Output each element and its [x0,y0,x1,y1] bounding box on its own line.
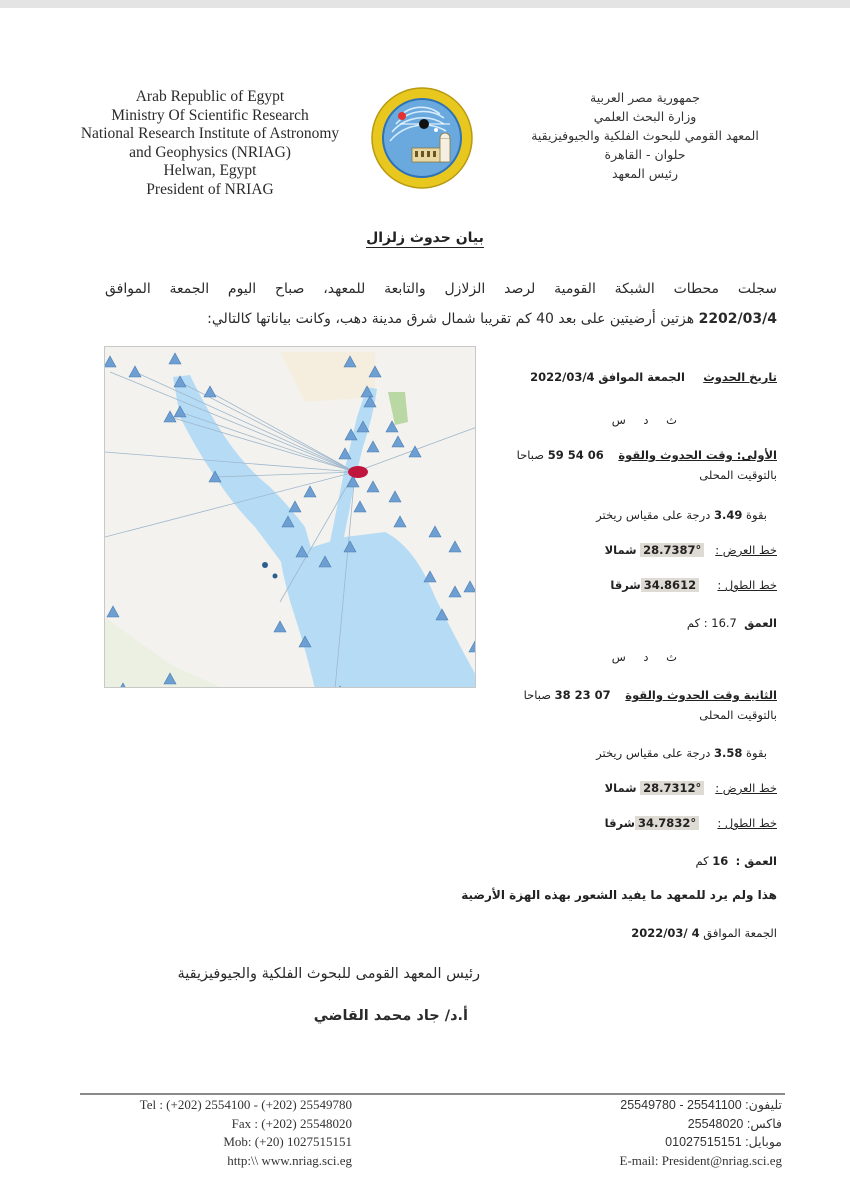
depth-label: العمق [744,616,777,630]
signature-name: أ.د/ جاد محمد القاضي [313,1008,468,1024]
quake2-magnitude-row [596,746,767,760]
document-title [0,230,850,246]
quake2-latitude: 28.7312° [640,781,704,795]
footer-email-link[interactable]: E-mail: President@nriag.sci.eg [619,1152,782,1168]
letterhead-line: Arab Republic of Egypt [135,88,285,105]
quake2-local-time: بالتوقيت المحلى [699,708,777,722]
latitude-direction: شمالا [604,781,637,795]
footer-ar-mobile-label: موبايل: [745,1135,782,1149]
longitude-direction: شرقا [604,816,635,830]
unit-hours: س [611,650,626,664]
quake1-latitude: 28.7387° [640,543,704,557]
magnitude-prefix: بقوة [746,508,767,522]
depth-unit: : كم [686,616,708,630]
quake1-depth: 16.7 [711,616,737,630]
quake1-longitude-row [610,578,777,592]
quake1-time: 59 54 06 [547,448,604,462]
longitude-direction: شرقا [610,578,641,592]
quake1-magnitude-row [596,508,767,522]
letterhead-line: President of NRIAG [146,180,274,198]
footer-ar-mobile [570,1133,782,1152]
letterhead-line: حلوان - القاهرة [604,147,686,162]
closing-date-day: الجمعة الموافق [703,926,777,940]
quake2-period: صباحا [523,688,551,702]
latitude-direction: شمالا [604,543,637,557]
english-letterhead [60,88,360,199]
quake2-label: الثانية وقت الحدوث والقوة [625,688,777,702]
footer-website-link[interactable]: http:\\ www.nriag.sci.eg [227,1152,352,1168]
letterhead-line: المعهد القومي للبحوث الفلكية والجيوفيزيقية [531,128,759,143]
footer-ar-tel [570,1096,782,1115]
quake2-latitude-row [605,781,777,795]
footer-arabic-contacts [570,1096,782,1170]
title-text: بيان حدوث زلزال [366,230,484,246]
longitude-label: خط الطول : [717,816,777,830]
footer-ar-tel-value: 25549780 - 25541100 [620,1098,742,1112]
event-date-value: 2022/03/4 [530,370,595,384]
footer-ar-fax [570,1115,782,1134]
depth-label: العمق : [735,854,777,868]
longitude-label: خط الطول : [717,578,777,592]
seismic-station-map [104,346,476,688]
letterhead-line: جمهورية مصر العربية [590,90,700,105]
closing-date-value: 2022/03/ 4 [631,926,700,940]
letterhead-line: Ministry Of Scientific Research [111,106,309,124]
quake1-latitude-row [605,543,777,557]
letterhead-line: رئيس المعهد [611,166,679,181]
felt-report-note: هذا ولم يرد للمعهد ما يفيد الشعور بهذه الهزة الأرضية [461,888,777,902]
document-page [0,8,850,1188]
letterhead-line: and Geophysics (NRIAG) [129,143,291,161]
footer-tel: Tel : (+202) 2554100 - (+202) 25549780 [139,1097,352,1112]
quake2-depth: 16 [712,854,729,868]
quake2-longitude-row [605,816,777,830]
footer-ar-tel-label: تليفون: [745,1098,782,1112]
unit-minutes: د [643,650,649,664]
letterhead-line: وزارة البحث العلمي [593,109,697,124]
quake2-time-row [524,688,777,702]
intro-date: 2202/03/4 [698,311,777,327]
closing-date-row [631,926,777,940]
footer-english-contacts [80,1096,352,1170]
top-scroll-bar [0,0,850,8]
depth-unit: كم [695,854,709,868]
time-units-header-2 [612,650,677,664]
magnitude-suffix: درجة على مقياس ريختر [596,746,711,760]
unit-seconds: ث [666,413,677,427]
quake2-longitude: 34.7832° [635,816,699,830]
quake1-period: صباحا [516,448,545,462]
latitude-label: خط العرض : [715,781,777,795]
quake1-depth-row [687,616,777,630]
intro-paragraph [105,274,777,334]
letterhead-line: National Research Institute of Astronomy [80,125,340,142]
time-units-header-1 [612,413,677,427]
unit-hours: س [611,413,626,427]
event-date-row [530,370,777,384]
event-date-label: تاريخ الحدوث [703,370,777,384]
epicenter-marker [348,466,368,478]
footer-ar-mobile-value: 01027515151 [665,1135,742,1149]
quake2-magnitude: 3.58 [713,746,743,760]
letterhead-line: Helwan, Egypt [163,162,257,179]
footer-divider [80,1093,785,1095]
quake1-longitude: 34.8612 [641,578,699,592]
unit-minutes: د [643,413,649,427]
quake2-time: 38 23 07 [554,688,611,702]
latitude-label: خط العرض : [715,543,777,557]
footer-ar-fax-value: 25548020 [687,1116,744,1131]
intro-line-1: سجلت محطات الشبكة القومية لرصد الزلازل والتابعة للمعهد، صباح اليوم الجمعة الموافق [105,281,777,297]
sample-point [262,562,268,568]
sample-point [273,574,278,579]
unit-seconds: ث [666,650,677,664]
footer-ar-fax-label: فاكس: [746,1116,782,1131]
magnitude-prefix: بقوة [746,746,767,760]
quake1-label: الأولى: وقت الحدوث والقوة [618,448,777,462]
quake1-local-time: بالتوقيت المحلى [699,468,777,482]
quake1-magnitude: 3.49 [713,508,743,522]
nriag-logo-icon [370,86,475,191]
event-date-day: الجمعة الموافق [598,370,685,384]
map-graphic [105,347,476,688]
footer-fax: Fax : (+202) 25548020 [231,1115,352,1131]
quake2-depth-row [695,854,777,868]
signature-title: رئيس المعهد القومى للبحوث الفلكية والجيوفيزيقية [177,966,480,982]
magnitude-suffix: درجة على مقياس ريختر [596,508,711,522]
arabic-letterhead [510,88,780,183]
intro-line-2-text: هزتين أرضيتين على بعد 40 كم تقريبا شمال شرق مدينة دهب، وكانت بياناتها كالتالي: [207,311,695,327]
quake1-time-row [517,448,777,462]
intro-line-2 [105,304,777,334]
footer-mobile: Mob: (+20) 1027515151 [223,1134,352,1149]
